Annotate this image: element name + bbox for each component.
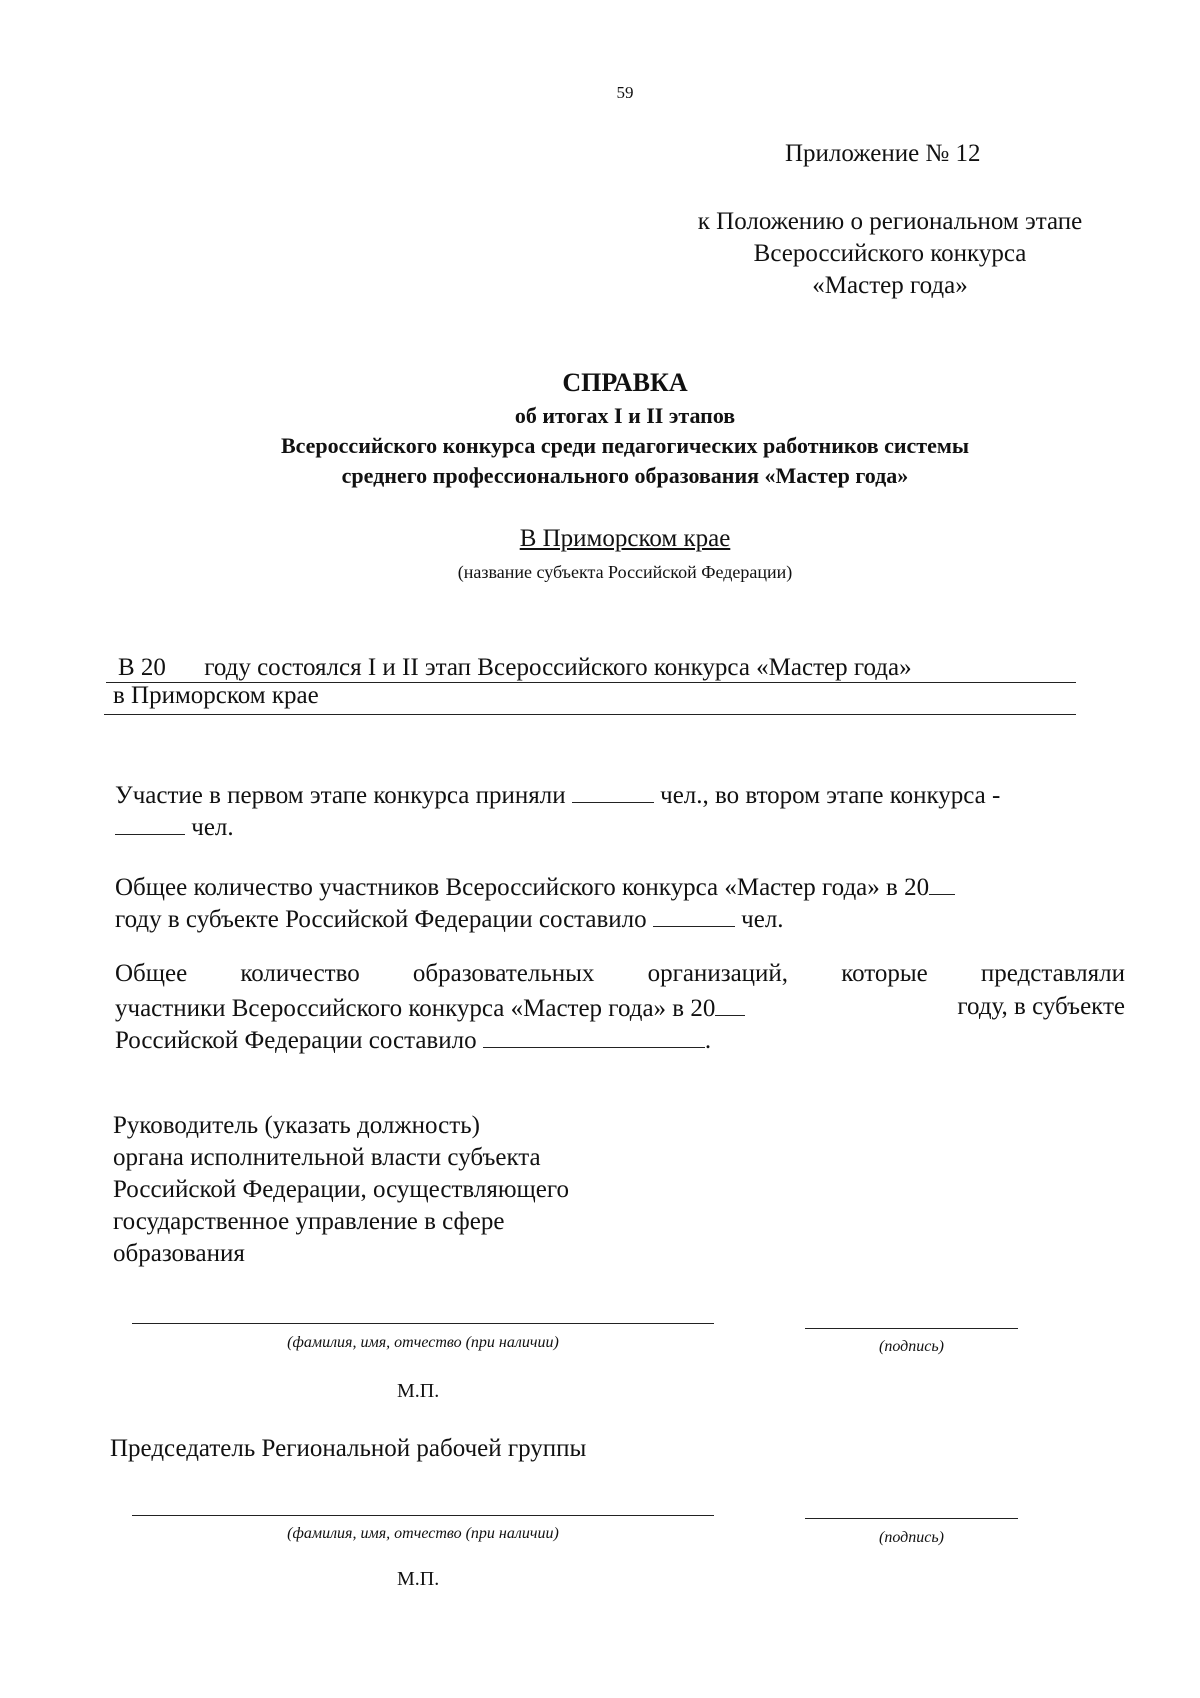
participation-line-2: [115, 812, 234, 842]
total-participants-text: Общее количество участников Всероссийского конкурса «Мастер года» в 20: [115, 874, 930, 901]
head-line: Руководитель (указать должность): [113, 1112, 480, 1139]
total-orgs-line-3: [115, 1025, 711, 1055]
year-blank: [929, 872, 955, 895]
participation-line-1: [115, 780, 1000, 810]
total-orgs-line-2: [115, 993, 1125, 1023]
head-line: государственное управление в сфере: [113, 1208, 505, 1235]
title-line: Всероссийского конкурса среди педагогических работников системы: [280, 433, 970, 458]
name-signature-line: [132, 1323, 714, 1324]
appendix-ref-line: Всероссийского конкурса: [753, 240, 1027, 267]
name-caption: (фамилия, имя, отчество (при наличии): [287, 1525, 559, 1542]
signature-line: [805, 1328, 1018, 1329]
head-line: образования: [113, 1240, 245, 1267]
stamp-placeholder: М.П.: [397, 1380, 440, 1402]
head-line: органа исполнительной власти субъекта: [113, 1144, 541, 1171]
year-blank: [166, 653, 198, 675]
statement-year-prefix: В 20: [118, 654, 166, 681]
region-name-text: В Приморском крае: [519, 525, 731, 552]
first-stage-count-blank: [572, 780, 654, 803]
total-participants-line-2: [115, 904, 784, 934]
statement-underline-2: [104, 714, 1076, 715]
total-orgs-period: .: [704, 1027, 712, 1054]
page-number: 59: [616, 83, 634, 102]
appendix-ref-line: «Мастер года»: [812, 272, 968, 299]
stamp-placeholder: М.П.: [397, 1568, 440, 1590]
title-line: об итогах I и II этапов: [514, 403, 736, 428]
statement-line-2: в Приморском крае: [113, 682, 319, 709]
total-participants-text-b: году в субъекте Российской Федерации составило: [115, 906, 647, 933]
name-caption: (фамилия, имя, отчество (при наличии): [287, 1334, 559, 1351]
total-orgs-text-a: [115, 993, 745, 1023]
title-main: СПРАВКА: [562, 368, 688, 397]
second-stage-count-blank: [115, 812, 185, 835]
total-participants-count-blank: [653, 904, 735, 927]
head-line: Российской Федерации, осуществляющего: [113, 1176, 570, 1203]
total-orgs-line-1: Общее количество образовательных организаций, которые представляли: [115, 960, 1125, 987]
document-title: [0, 365, 1200, 491]
appendix-number: Приложение № 12: [785, 140, 981, 167]
appendix-ref-line: к Положению о региональном этапе: [697, 208, 1083, 235]
total-orgs-text-b: году, в субъекте: [957, 993, 1125, 1020]
statement-line-1: [118, 653, 912, 682]
signature-caption: (подпись): [879, 1338, 944, 1355]
name-signature-line: [132, 1515, 714, 1516]
head-position-text: [113, 1110, 569, 1270]
year-blank: [715, 993, 745, 1016]
participation-unit: чел.: [191, 814, 234, 841]
total-orgs-text-c: Российской Федерации составило: [115, 1027, 477, 1054]
total-participants-line-1: [115, 872, 955, 902]
chairman-label: Председатель Региональной рабочей группы: [110, 1435, 587, 1462]
region-caption: (название субъекта Российской Федерации): [457, 562, 793, 582]
title-line: среднего профессионального образования «Мастер года»: [341, 463, 909, 488]
signature-caption: (подпись): [879, 1529, 944, 1546]
statement-text: году состоялся I и II этап Всероссийского конкурса «Мастер года»: [204, 654, 912, 681]
total-orgs-count-blank: [483, 1025, 705, 1048]
participation-text-b: чел., во втором этапе конкурса -: [660, 782, 1001, 809]
signature-line: [805, 1518, 1018, 1519]
total-participants-unit: чел.: [741, 906, 784, 933]
total-orgs-text-a-label: участники Всероссийского конкурса «Мастер года» в 20: [115, 995, 716, 1022]
appendix-reference: [640, 206, 1140, 302]
region-name: [0, 525, 1200, 553]
participation-text-a: Участие в первом этапе конкурса приняли: [115, 782, 566, 809]
